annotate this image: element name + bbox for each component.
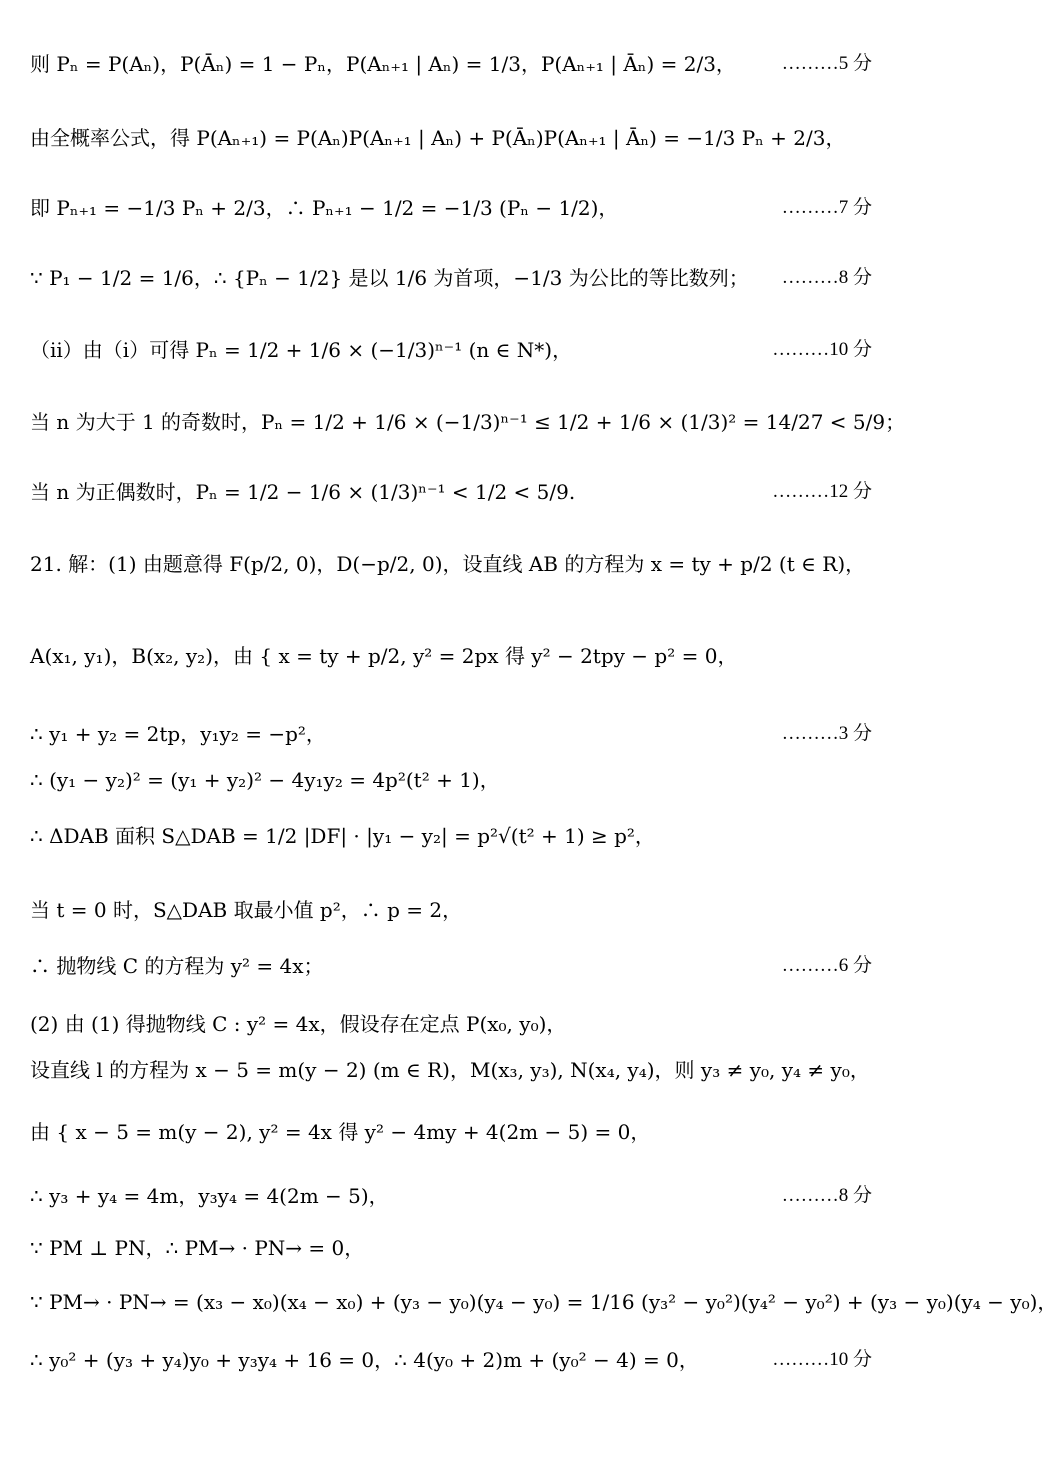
line-text: ∴ (y₁ − y₂)² = (y₁ + y₂)² − 4y₁y₂ = 4p²(t² + 1)， (30, 768, 500, 792)
score-mark: ………12 分 (772, 481, 872, 502)
score-mark: ………6 分 (781, 955, 872, 976)
score-mark: ………5 分 (781, 53, 872, 74)
score-mark: ………8 分 (781, 1185, 872, 1206)
line-text: 设直线 l 的方程为 x − 5 = m(y − 2) (m ∈ R)，M(x₃, y₃), N(x₄, y₄)，则 y₃ ≠ y₀, y₄ ≠ y₀， (30, 1058, 870, 1082)
score-mark: ………8 分 (781, 267, 872, 288)
score-mark: ………10 分 (772, 1349, 872, 1370)
line-text: 当 n 为大于 1 的奇数时，Pₙ = 1/2 + 1/6 × (−1/3)ⁿ⁻¹ ≤ 1/2 + 1/6 × (1/3)² = 14/27 < 5/9； (30, 410, 906, 434)
line-text: 当 t = 0 时，S△DAB 取最小值 p²，∴ p = 2， (30, 898, 463, 922)
line-text: ∴ 抛物线 C 的方程为 y² = 4x； (30, 954, 324, 978)
line-text: 由全概率公式，得 P(Aₙ₊₁) = P(Aₙ)P(Aₙ₊₁ | Aₙ) + P(Āₙ)P(Aₙ₊₁ | Āₙ) = −1/3 Pₙ + 2/3， (30, 126, 846, 150)
line-text: ∴ y₀² + (y₃ + y₄)y₀ + y₃y₄ + 16 = 0，∴ 4(y₀ + 2)m + (y₀² − 4) = 0， (30, 1348, 699, 1372)
line-text: 由 { x − 5 = m(y − 2), y² = 4x 得 y² − 4my + 4(2m − 5) = 0， (30, 1120, 651, 1144)
line-text: ∵ PM→ · PN→ = (x₃ − x₀)(x₄ − x₀) + (y₃ − y₀)(y₄ − y₀) = 1/16 (y₃² − y₀²)(y₄² − y₀²) + (y₃ − y₀)(y₄ − y₀)， (30, 1290, 1057, 1314)
line-text: A(x₁, y₁)，B(x₂, y₂)，由 { x = ty + p/2, y² = 2px 得 y² − 2tpy − p² = 0， (30, 644, 738, 668)
line-text: ∴ ΔDAB 面积 S△DAB = 1/2 |DF| · |y₁ − y₂| = p²√(t² + 1) ≥ p²， (30, 824, 655, 848)
score-mark: ………7 分 (781, 197, 872, 218)
line-text: ∴ y₁ + y₂ = 2tp，y₁y₂ = −p²， (30, 722, 326, 746)
line-text: 21. 解：(1) 由题意得 F(p/2, 0)，D(−p/2, 0)，设直线 AB 的方程为 x = ty + p/2 (t ∈ R)， (30, 552, 866, 576)
line-text: ∵ PM ⊥ PN，∴ PM→ · PN→ = 0， (30, 1236, 365, 1260)
line-text: 当 n 为正偶数时，Pₙ = 1/2 − 1/6 × (1/3)ⁿ⁻¹ < 1/2 < 5/9. (30, 480, 576, 504)
line-text: 即 Pₙ₊₁ = −1/3 Pₙ + 2/3，∴ Pₙ₊₁ − 1/2 = −1/3 (Pₙ − 1/2)， (30, 196, 619, 220)
line-text: (2) 由 (1) 得抛物线 C : y² = 4x，假设存在定点 P(x₀, y₀)， (30, 1012, 567, 1036)
line-text: ∵ P₁ − 1/2 = 1/6，∴ {Pₙ − 1/2} 是以 1/6 为首项，−1/3 为公比的等比数列； (30, 266, 749, 290)
line-text: ∴ y₃ + y₄ = 4m，y₃y₄ = 4(2m − 5)， (30, 1184, 389, 1208)
score-mark: ………10 分 (772, 339, 872, 360)
line-text: （ii）由（i）可得 Pₙ = 1/2 + 1/6 × (−1/3)ⁿ⁻¹ (n ∈ N*)， (30, 338, 573, 362)
score-mark: ………3 分 (781, 723, 872, 744)
line-text: 则 Pₙ = P(Aₙ)，P(Āₙ) = 1 − Pₙ，P(Aₙ₊₁ | Aₙ) = 1/3，P(Aₙ₊₁ | Āₙ) = 2/3， (30, 52, 736, 76)
